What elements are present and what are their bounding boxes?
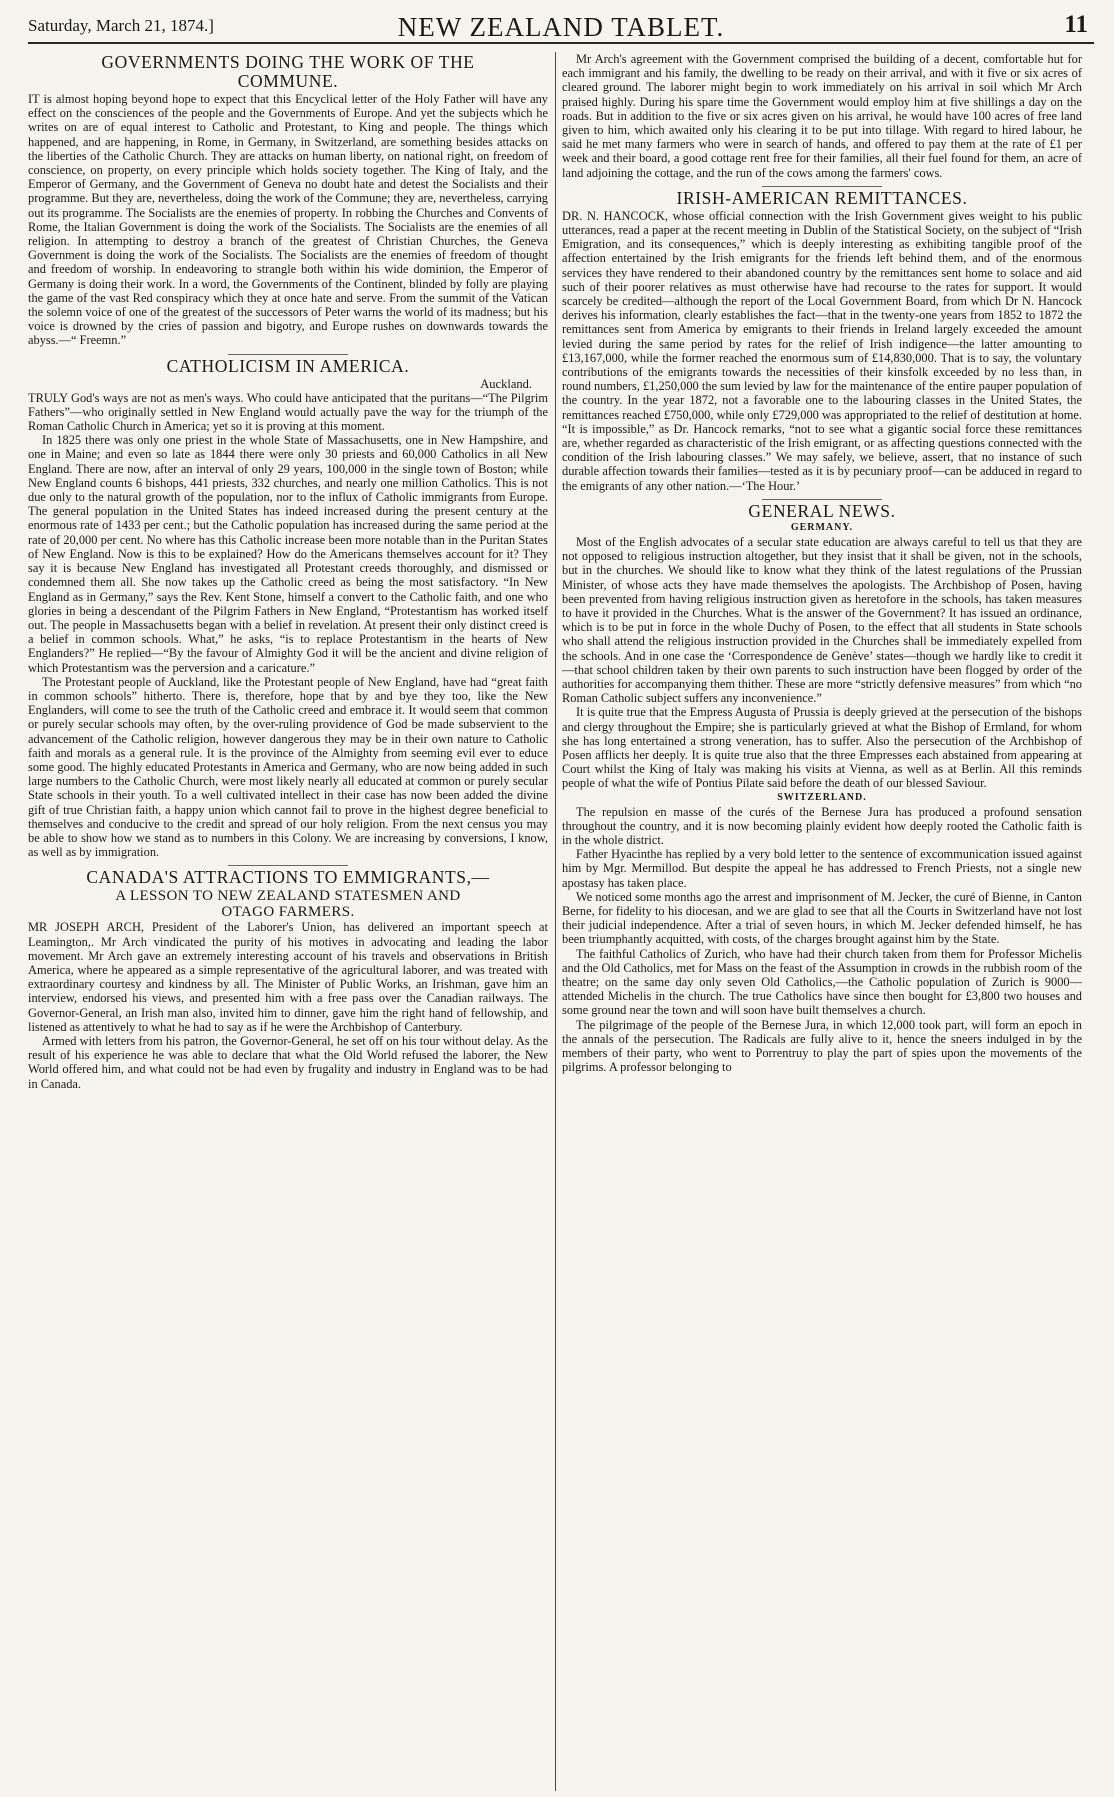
paragraph: Armed with letters from his patron, the Governor-General, he set off on his tour without delay. As the result of his experience he was able to declare that what the Old World refused the laborer, the New World offered him, and what could not be had even by frugality and industry in England was to be had in Canada. (28, 1033, 548, 1091)
section-germany: GERMANY. (790, 521, 854, 533)
article-canada (28, 869, 548, 1090)
columns (28, 52, 1094, 1791)
article-divider (228, 865, 348, 866)
page-number: 11 (1064, 11, 1088, 38)
paragraph: Mr Arch's agreement with the Government comprised the building of a decent, comfortable hut for each immigrant and his family, the dwelling to be ready on their arrival, and with it five or six acres of cleared ground. The laborer might begin to work immediately on his arrival in soil which Mr Arch praised highly. During his spare time the Government would employ him at five shillings a day on the roads. But in addition to the five or six acres given on his arrival, he would have 100 acres of free land given to him, which awaited only his clearing it to be put into tillage. With regard to hired labour, he said he met many farmers who were in search of hands, and offered to pay them at the rate of £1 per week and their board, a good cottage rent free for their families, all their fuel found for them, an acre of land adjoining the cottage, and the run of the cows among the farmers' cows. (562, 52, 1082, 180)
article-catholicism (28, 355, 548, 860)
article-general-news (562, 500, 1082, 1075)
section-switzerland: SWITZERLAND. (777, 791, 867, 803)
masthead (28, 10, 1094, 44)
issue-date: Saturday, March 21, 1874.] (28, 16, 214, 35)
paragraph: MR JOSEPH ARCH, President of the Laborer's Union, has delivered an important speech at Leamington,. Mr Arch vindicated the purity of his motives in advocating and leading the labor movement. Mr Arch gave an extremely interesting account of his travels and observations in British America, where he appeared as a simple representative of the agricultural laborer, and was treated with extraordinary courtesy and kindness by all. The Minister of Public Works, an Irishman, gave him an interview, endorsed his views, and presented him with a free pass over the Canadian railways. The Governor-General, an Irish man also, invited him to dinner, gave him the right hand of fellowship, and listened as attentively to what he had to say as if he were the Archbishop of Canterbury. (28, 920, 548, 1034)
dateline: Auckland. (480, 376, 532, 391)
paragraph: The repulsion en masse of the curés of the Bernese Jura has produced a profound sensation throughout the country, and it is now becoming plainly evident how deeply rooted the Catholic faith is in the whole district. (562, 804, 1082, 847)
headline-general-news: GENERAL NEWS. (748, 500, 896, 521)
left-column (28, 52, 548, 1791)
newspaper-title: NEW ZEALAND TABLET. (397, 12, 725, 42)
headline-canada: CANADA'S ATTRACTIONS TO EMMIGRANTS,— (86, 867, 490, 888)
article-canada-continued (562, 52, 1082, 180)
article-governments (28, 54, 548, 348)
paragraph: Most of the English advocates of a secular state education are always careful to tell us that they are not opposed to religious instruction altogether, but they insist that it shall be given, not in the schools, but in the churches. We should like to know what they think of the latest regulations of the Prussian Minister, of whose acts they have made themselves the apologists. The Archbishop of Posen, having been prevented from having religious instruction given as heretofore in the schools, has taken measures to have it provided in the Churches. What is the answer of the Government? It has issued an ordinance, which is to be put in force in the whole Duchy of Posen, to the effect that all students in State schools who shall attend the religious instruction provided in the Churches shall be immediately expelled from the schools. And in one case the ‘Correspondence de Genève’ states—though we hardly like to credit it—that school children taken by their own parents to such instruction have been flogged by order of the authorities for accompanying them thither. These are more “strictly defensive measures” from which “no Roman Catholic subject suffers any inconvenience.” (562, 534, 1082, 706)
headline-governments-2: COMMUNE. (237, 71, 339, 91)
paragraph: Father Hyacinthe has replied by a very bold letter to the sentence of excommunication issued against him by Mgr. Mermillod. But despite the appeal he has addressed to French Priests, not a single new apostasy has taken place. (562, 847, 1082, 890)
paragraph: TRULY God's ways are not as men's ways. Who could have anticipated that the puritans—“The Pilgrim Fathers”—who originally settled in New England would actually pave the way for the triumph of the Roman Catholic Church in America; yet so it is proving at this moment. (28, 390, 548, 434)
paragraph: The pilgrimage of the people of the Bernese Jura, in which 12,000 took part, will form an epoch in the annals of the persecution. The Radicals are fully alive to it, hence the sneers indulged in by the members of their party, who went to Porrentruy to play the part of spies upon the movements of the pilgrims. A professor belonging to (562, 1017, 1082, 1075)
article-divider (762, 186, 882, 187)
paragraph: It is quite true that the Empress Augusta of Prussia is deeply grieved at the persecution of the bishops and clergy throughout the Empire; she is particularly grieved at what the Bishop of Ermland, for whom she has long entertained a strong veneration, has to suffer. Also the persecution of the Archbishop of Posen afflicts her deeply. It is quite true also that the three Empresses each abstained from appearing at Court whilst the King of Italy was making his visits at Vienna, as well as at Berlin. All this reminds people of what the wife of Pontius Pilate said before the death of our blessed Saviour. (562, 705, 1082, 791)
headline-irish: IRISH-AMERICAN REMITTANCES. (676, 187, 968, 208)
paragraph: The Protestant people of Auckland, like the Protestant people of New England, have had “great faith in common schools” hitherto. There is, therefore, hope that by and bye they too, like the New Englanders, will come to see the truth of the Catholic creed and embrace it. It would seem that common or purely secular schools may often, by the over-ruling providence of God be made subservient to the advancement of the Catholic religion, however dangerous they may be in their own nature to Catholic faith and morals as a general rule. It is the province of the Almighty from seeming evil ever to educe some good. The highly educated Protestants in America and Germany, who are now being added in such large numbers to the Catholic Church, were most likely nearly all educated at common or purely secular State schools in their youth. To a well cultivated intellect in their case has now been added the divine gift of true Christian faith, a happy union which cannot fail to prove in the highest degree beneficial to themselves and conducive to the credit and spread of our holy religion. From the next census you may be able to show how we stand as to numbers in this Colony. We are increasing by conversions, I know, as well as by immigration. (28, 674, 548, 860)
paragraph: The faithful Catholics of Zurich, who have had their church taken from them for Professor Michelis and the Old Catholics, met for Mass on the feast of the Assumption in crowds in the rubbish room of the theatre; on the same day only seven Old Catholics,—the Catholic population of Zurich is 9000—attended Michelis in the church. The true Catholics have since then bought for £3,800 two houses and some ground near the town and will soon have built themselves a church. (562, 946, 1082, 1018)
subheadline-canada-1: A LESSON TO NEW ZEALAND STATESMEN AND (115, 888, 461, 905)
headline-governments-1: GOVERNMENTS DOING THE WORK OF THE (101, 52, 475, 72)
paragraph: We noticed some months ago the arrest and imprisonment of M. Jecker, the curé of Bienne, in Canton Berne, for fidelity to his diocesan, and we are glad to see that all the Courts in Switzerland have not lost their judicial independence. After a trial of seven hours, in which M. Jecker defended himself, he has been triumphantly acquitted, with costs, of the charges brought against him by the State. (562, 889, 1082, 947)
subheadline-canada-2: OTAGO FARMERS. (221, 904, 355, 921)
article-irish (562, 187, 1082, 493)
paragraph: In 1825 there was only one priest in the whole State of Massachusetts, one in New Hampshire, and one in Maine; and even so late as 1844 there were only 30 priests and 60,000 Catholics in all New England. There are now, after an interval of only 29 years, 100,000 in the single town of Boston; while New England counts 6 bishops, 441 priests, 332 churches, and nearly one million Catholics. This is not due only to the natural growth of the population, nor to the influx of Catholic immigrants from Europe. The general population in the United States has indeed increased during the present century at the enormous rate of 1433 per cent.; but the Catholic population has increased during the same period at the rate of 20,000 per cent. No where has this Catholic increase been more notable than in the Puritan States of New England. Now is this to be explained? How do the Americans themselves account for it? They say it is because New England has investigated all Protestant creeds thoroughly, and dismissed or condemned them all. She now takes up the Catholic creed as being the most satisfactory. “In New England as in Germany,” says the Rev. Kent Stone, himself a convert to the Catholic faith, and one who glories in being a descendant of the Pilgrim Fathers in New England, “Protestantism has worked itself out. The people in Massachusetts began with a belief in revelation. At present their only distinct creed is a belief in common schools. What,” he asks, “is to replace Protestantism in the hearts of New Englanders?” He replied—“By the favour of Almighty God it will be the ancient and divine religion of which Protestantism was the perversion and a caricature.” (28, 433, 548, 675)
paragraph: IT is almost hoping beyond hope to expect that this Encyclical letter of the Holy Father will have any effect on the consciences of the people and the Governments of Europe. And yet the subjects which he writes on are of equal interest to Catholic and Protestant, to King and people. The things which happened, and are happening, in Rome, in Germany, in Switzerland, are something besides attacks on the liberties of the Catholic Church. They are attacks on human liberty, on national right, on freedom of conscience, on property, on every principle which holds society together. The King of Italy, and the Emperor of Germany, and the Government of Geneva no doubt hate and detest the Socialists and their programme. But they are, nevertheless, doing the work of the Commune; they are, nevertheless, carrying out its programme. The Socialists are the enemies of property. In robbing the Churches and Convents of Rome, the Italian Government is doing the work of the Socialists. The Socialists are the enemies of all religion. In attempting to destroy a branch of the greatest of Christian Churches, the Geneva Government is doing the work of the Socialists. The Socialists are the enemies of freedom of thought and freedom of worship. In endeavoring to strangle both within his wide dominion, the Emperor of Germany is doing their work. In a word, the Governments of the Continent, blinded by folly are playing the game of the vast Red conspiracy which they at once hate and serve. From the summit of the Vatican the solemn voice of one of the greatest of the successors of Peter warns the world of its madness; but his voice is drowned by the cries of passion and bigotry, and Europe rushes on downwards towards the abyss.—“ Freemn.” (28, 92, 548, 348)
article-divider (228, 354, 348, 355)
column-rule (555, 52, 556, 1791)
headline-catholicism: CATHOLICISM IN AMERICA. (166, 355, 410, 376)
article-divider (762, 499, 882, 500)
paragraph: DR. N. HANCOCK, whose official connection with the Irish Government gives weight to his public utterances, read a paper at the recent meeting in Dublin of the Statistical Society, on the subject of “Irish Emigration, and its consequences,” which is deeply interesting as exhibiting tangible proof of the affection entertained by the Irish emigrants for the friends left behind them, and of the enormous services they have rendered to their abandoned country by the remittances sent home to solace and aid such of their poorer relatives as must otherwise have had recourse to the rates for support. It would scarcely be credited—although the report of the Local Government Board, from which Dr N. Hancock derives his information, clearly establishes the fact—that in the twenty-one years from 1852 to 1872 the remittances sent from America by emigrants to their friends in Ireland largely exceeded the amount levied during the same period by rates for the relief of Irish indigence—the latter amounting to £13,167,000, while the former reached the enormous sum of £14,830,000. That is to say, the voluntary contributions of the emigrants towards the necessities of their kinsfolk exceeded by no less than, in round numbers, £1,250,000 the sum levied by law for the maintenance of the entire pauper population of the country. In the year 1872, not a favorable one to the labouring classes in the United States, the remittances reached £750,000, while only £729,000 was appropriated to the relief of destitution at home. “It is impossible,” as Dr. Hancock remarks, “not to see what a gigantic social force these remittances are, whether regarded as characteristic of the Irish emigrant, or as affecting questions connected with the condition of the Irish labouring classes.” We may safely, we believe, assert, that no instance of such durable affection towards their families—tested as it is by pecuniary proof—can be adduced in regard to the emigrants of any other nation.—‘The Hour.’ (562, 208, 1082, 493)
right-column (562, 52, 1082, 1791)
